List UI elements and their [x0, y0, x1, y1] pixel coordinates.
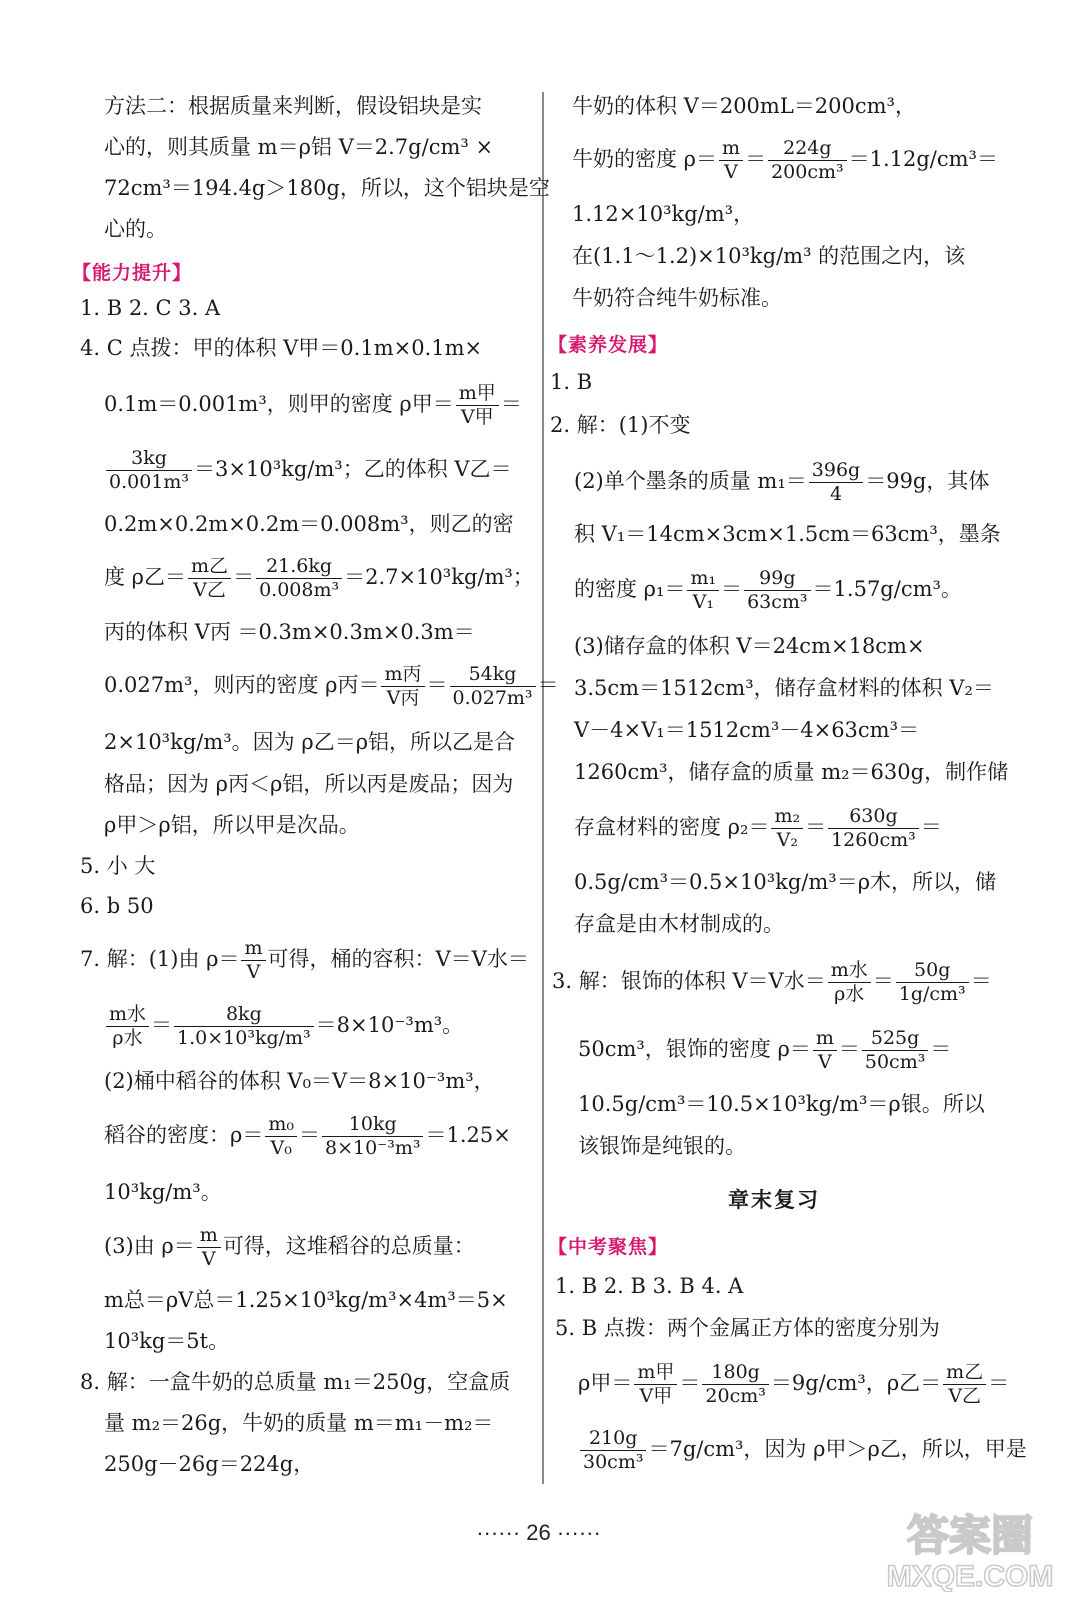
fraction: $\frac{m}{V}$: [719, 138, 743, 183]
text-line: 2×10³kg/m³。因为 ρ乙＝ρ铝，所以乙是合: [104, 730, 516, 754]
answer-line: 8. 解：一盒牛奶的总质量 m₁＝250g，空盒质: [80, 1370, 511, 1394]
section-tag-ability: 【能力提升】: [72, 262, 193, 284]
text-line: 1.12×10³kg/m³，: [572, 202, 755, 226]
text-line: 0.2m×0.2m×0.2m＝0.008m³，则乙的密: [104, 512, 514, 536]
fraction: $\frac{m}{V}$: [813, 1028, 837, 1073]
answer-line: 1. B 2. C 3. A: [80, 296, 221, 320]
text-line: 10³kg＝5t。: [104, 1329, 230, 1353]
formula-line: 0.1m＝0.001m³，则甲的密度 ρ甲＝ $\frac{\text{m甲}}{\text{V甲}}$ ＝: [104, 382, 522, 428]
fraction: $\frac{54kg}{\text{0.027m³}}$: [450, 664, 536, 709]
fraction: $\frac{50g}{\text{1g/cm³}}$: [896, 960, 969, 1005]
watermark-logo: [870, 1502, 1070, 1592]
answer-line: 1. B 2. B 3. B 4. A: [555, 1274, 744, 1298]
answer-line: 4. C 点拨：甲的体积 V甲＝0.1m×0.1m×: [80, 336, 483, 360]
fraction: $\frac{224g}{\text{200cm³}}$: [768, 138, 847, 183]
formula-line: (3)由 ρ＝ $\frac{m}{V}$ 可得，这堆稻谷的总质量：: [104, 1224, 475, 1270]
formula-line: 7. 解：(1)由 ρ＝ $\frac{m}{V}$ 可得，桶的容积：V＝V水＝: [80, 937, 529, 983]
text-line: 心的。: [104, 217, 167, 241]
fraction: $\frac{m}{V}$: [241, 938, 265, 983]
formula-line: ρ甲＝ $\frac{\text{m甲}}{\text{V甲}}$ ＝ $\frac{180g}{\text{20cm³}}$ ＝9g/cm³，ρ乙＝ $\frac{\text{m乙}}{\text{V乙}}$ ＝: [578, 1361, 1010, 1407]
fraction: $\frac{3kg}{\text{0.001m³}}$: [106, 448, 192, 493]
watermark-text: 答案圈: [906, 1511, 1034, 1560]
formula-line: 的密度 ρ₁＝ $\frac{\text{m₁}}{\text{V₁}}$ ＝ $\frac{99g}{\text{63cm³}}$ ＝1.57g/cm³。: [574, 567, 962, 613]
formula-line: 存盒材料的密度 ρ₂＝ $\frac{\text{m₂}}{\text{V₂}}$ ＝ $\frac{630g}{\text{1260cm³}}$ ＝: [574, 805, 942, 851]
fraction: $\frac{\text{m甲}}{\text{V甲}}$: [634, 1362, 677, 1407]
formula-line: $\frac{210g}{\text{30cm³}}$ ＝7g/cm³，因为 ρ甲＞ρ乙，所以，甲是: [578, 1428, 1027, 1473]
text-line: 10.5g/cm³＝10.5×10³kg/m³＝ρ银。所以: [578, 1092, 985, 1116]
text-line: 格品；因为 ρ丙＜ρ铝，所以丙是废品；因为: [104, 772, 514, 796]
section-tag-literacy: 【素养发展】: [548, 334, 669, 356]
text-line: 方法二：根据质量来判断，假设铝块是实: [104, 94, 482, 118]
answer-line: 2. 解：(1)不变: [550, 413, 691, 437]
chapter-title: 章末复习: [728, 1187, 820, 1212]
fraction: $\frac{21.6kg}{\text{0.008m³}}$: [256, 556, 342, 601]
formula-line: 0.027m³，则丙的密度 ρ丙＝ $\frac{\text{m丙}}{\text{V丙}}$ ＝ $\frac{54kg}{\text{0.027m³}}$ ＝: [104, 663, 559, 709]
column-divider: [542, 92, 544, 1484]
fraction: $\frac{396g}{4}$: [809, 460, 863, 505]
fraction: $\frac{99g}{\text{63cm³}}$: [744, 568, 810, 613]
formula-line: 牛奶的密度 ρ＝ $\frac{m}{V}$ ＝ $\frac{224g}{\text{200cm³}}$ ＝1.12g/cm³＝: [572, 137, 998, 183]
formula-line: 稻谷的密度：ρ＝ $\frac{\text{m₀}}{\text{V₀}}$ ＝ $\frac{10kg}{\text{8×10⁻³m³}}$ ＝1.25×: [104, 1113, 511, 1159]
section-tag-exam: 【中考聚焦】: [548, 1236, 669, 1258]
fraction: $\frac{8kg}{\text{1.0×10³kg/m³}}$: [174, 1004, 314, 1049]
text-line: V－4×V₁＝1512cm³－4×63cm³＝: [574, 718, 920, 742]
text-line: 牛奶符合纯牛奶标准。: [572, 286, 782, 310]
fraction: $\frac{525g}{\text{50cm³}}$: [862, 1028, 928, 1073]
formula-line: 50cm³，银饰的密度 ρ＝ $\frac{m}{V}$ ＝ $\frac{525g}{\text{50cm³}}$ ＝: [578, 1027, 952, 1073]
page-number: ······ 26 ······: [476, 1520, 601, 1545]
answer-line: 5. B 点拨：两个金属正方体的密度分别为: [555, 1316, 940, 1340]
formula-line: $\frac{\text{m水}}{\text{ρ水}}$ ＝ $\frac{8kg}{\text{1.0×10³kg/m³}}$ ＝8×10⁻³m³。: [104, 1004, 463, 1049]
text-line: 250g－26g＝224g，: [104, 1452, 315, 1476]
formula-line: 度 ρ乙＝ $\frac{\text{m乙}}{\text{V乙}}$ ＝ $\frac{21.6kg}{\text{0.008m³}}$ ＝2.7×10³kg/m³；: [104, 555, 534, 601]
watermark-url: MXQE.COM: [886, 1560, 1054, 1592]
fraction: $\frac{m}{V}$: [197, 1225, 221, 1270]
fraction: $\frac{10kg}{\text{8×10⁻³m³}}$: [322, 1114, 423, 1159]
text-line: 心的，则其质量 m＝ρ铝 V＝2.7g/cm³ ×: [104, 135, 494, 159]
text-line: 积 V₁＝14cm×3cm×1.5cm＝63cm³，墨条: [574, 522, 1001, 546]
fraction: $\frac{\text{m丙}}{\text{V丙}}$: [381, 664, 424, 709]
fraction: $\frac{210g}{\text{30cm³}}$: [580, 1428, 646, 1473]
text-line: 丙的体积 V丙 ＝0.3m×0.3m×0.3m＝: [104, 620, 475, 644]
answer-line: 5. 小 大: [80, 854, 156, 878]
answer-line: 6. b 50: [80, 894, 154, 918]
fraction: $\frac{\text{m乙}}{\text{V乙}}$: [188, 556, 231, 601]
text-line: (2)桶中稻谷的体积 V₀＝V＝8×10⁻³m³，: [104, 1069, 495, 1093]
fraction: $\frac{\text{m₁}}{\text{V₁}}$: [687, 568, 719, 613]
fraction: $\frac{\text{m₂}}{\text{V₂}}$: [771, 806, 803, 851]
text-line: m总＝ρV总＝1.25×10³kg/m³×4m³＝5×: [104, 1288, 508, 1312]
formula-line: 3. 解：银饰的体积 V＝V水＝ $\frac{\text{m水}}{\text{ρ水}}$ ＝ $\frac{50g}{\text{1g/cm³}}$ ＝: [552, 959, 992, 1005]
text-line: 10³kg/m³。: [104, 1180, 222, 1204]
fraction: $\frac{\text{m水}}{\text{ρ水}}$: [828, 960, 871, 1005]
fraction: $\frac{\text{m₀}}{\text{V₀}}$: [265, 1114, 297, 1159]
text-line: 量 m₂＝26g，牛奶的质量 m＝m₁－m₂＝: [104, 1411, 494, 1435]
formula-line: $\frac{3kg}{\text{0.001m³}}$ ＝3×10³kg/m³；乙的体积 V乙＝: [104, 448, 512, 493]
text-line: (3)储存盒的体积 V＝24cm×18cm×: [574, 634, 925, 658]
fraction: $\frac{180g}{\text{20cm³}}$: [702, 1362, 768, 1407]
text-line: 该银饰是纯银的。: [578, 1134, 746, 1158]
text-line: 1260cm³，储存盒的质量 m₂＝630g，制作储: [574, 760, 1009, 784]
text-line: 在(1.1～1.2)×10³kg/m³ 的范围之内，该: [572, 244, 966, 268]
fraction: $\frac{\text{m乙}}{\text{V乙}}$: [943, 1362, 986, 1407]
text-line: ρ甲＞ρ铝，所以甲是次品。: [104, 813, 360, 837]
fraction: $\frac{\text{m水}}{\text{ρ水}}$: [106, 1004, 149, 1049]
text-line: 72cm³＝194.4g＞180g，所以，这个铝块是空: [104, 176, 550, 200]
answer-line: 1. B: [550, 370, 593, 394]
formula-line: (2)单个墨条的质量 m₁＝ $\frac{396g}{4}$ ＝99g，其体: [574, 459, 990, 505]
text-line: 存盒是由木材制成的。: [574, 912, 784, 936]
text-line: 0.5g/cm³＝0.5×10³kg/m³＝ρ木，所以，储: [574, 870, 997, 894]
text-line: 牛奶的体积 V＝200mL＝200cm³，: [572, 94, 916, 118]
fraction: $\frac{\text{m甲}}{\text{V甲}}$: [456, 383, 499, 428]
fraction: $\frac{630g}{\text{1260cm³}}$: [828, 806, 919, 851]
text-line: 3.5cm＝1512cm³，储存盒材料的体积 V₂＝: [574, 676, 994, 700]
